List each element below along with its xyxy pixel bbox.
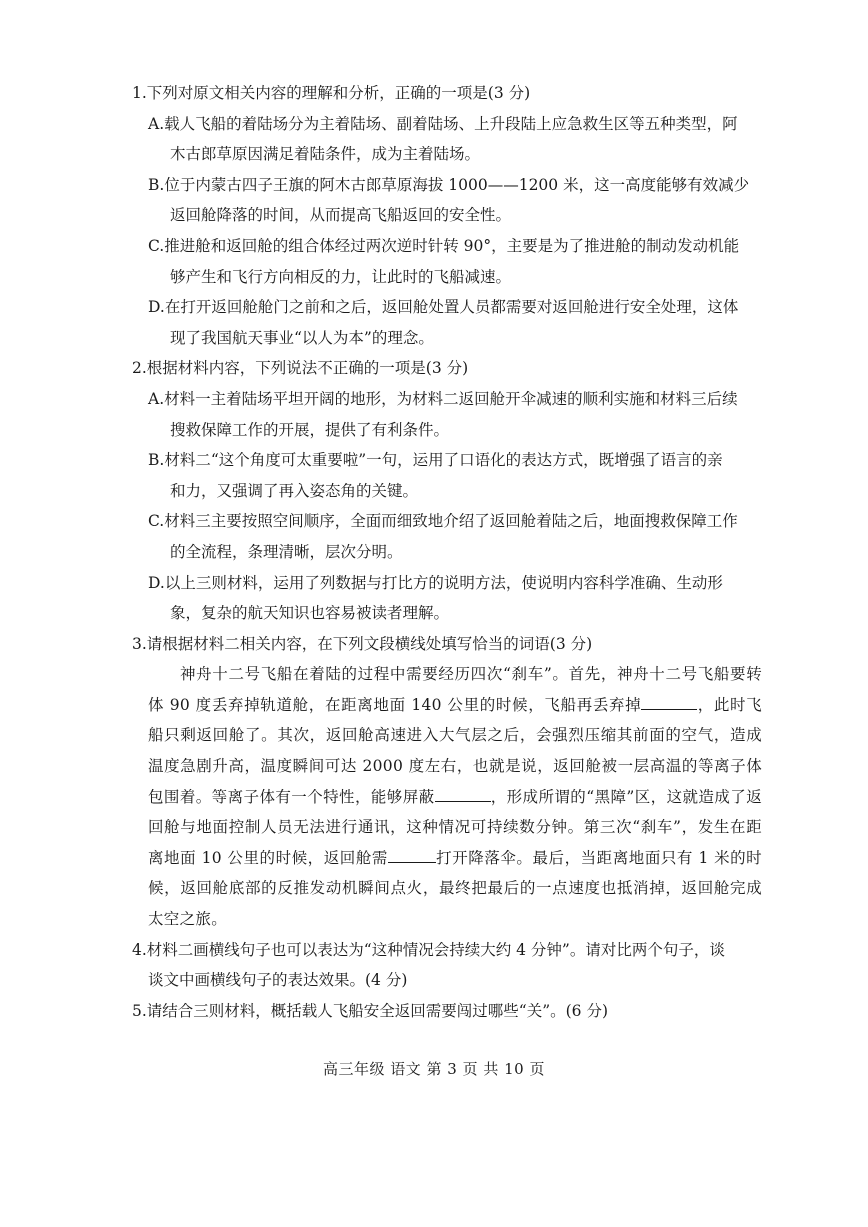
option-text-line2: 现了我国航天事业“以人为本”的理念。	[170, 328, 434, 347]
passage-part-1: 神舟十二号飞船在着陆的过程中需要经历四次“刹车”。首先，神舟十二号飞船要转体 90 度丢弃掉轨道舱，在距离地面 140 公里的时候，飞船再丢弃掉	[148, 665, 762, 714]
option-label: D.	[148, 573, 165, 592]
option-text-line1: 载人飞船的着陆场分为主着陆场、副着陆场、上升段陆上应急救生区等五种类型，阿	[164, 114, 738, 133]
question-2-option-c	[132, 506, 762, 567]
questions-area	[132, 78, 762, 1026]
question-1-option-a	[132, 109, 762, 170]
option-text-line2: 的全流程，条理清晰，层次分明。	[170, 542, 403, 561]
option-text-line2: 象，复杂的航天知识也容易被读者理解。	[170, 604, 450, 623]
option-text-line1: 材料二“这个角度可太重要啦”一句，运用了口语化的表达方式，既增强了语言的亲	[164, 451, 723, 470]
question-5-stem: 5.请结合三则材料，概括载人飞船安全返回需要闯过哪些“关”。(6 分)	[132, 1001, 609, 1020]
option-text-line1: 以上三则材料，运用了列数据与打比方的说明方法，使说明内容科学准确、生动形	[164, 573, 723, 592]
option-label: A.	[148, 114, 165, 133]
option-text-line2: 和力，又强调了再入姿态角的关键。	[170, 481, 419, 500]
passage-part-2: ，此时飞船只剩返回舱了。其次，返回舱高速进入大气层之后，会强烈压缩其前面的空气，造成温度急剧升高，温度瞬间可达 2000 度左右，也就是说，返回舱被一层高温的等离子体包围着。等离子体有一个特性，能够屏蔽	[148, 695, 762, 806]
question-1-option-c	[132, 231, 762, 292]
question-2-stem: 2.根据材料内容，下列说法不正确的一项是(3 分)	[132, 359, 469, 378]
option-text-line1: 位于内蒙古四子王旗的阿木古郎草原海拔 1000——1200 米，这一高度能够有效减少	[164, 175, 750, 194]
option-label: B.	[148, 451, 165, 470]
option-text-line2: 搜救保障工作的开展，提供了有利条件。	[170, 420, 450, 439]
fill-blank-1[interactable]	[641, 695, 697, 710]
question-2-option-d	[132, 568, 762, 629]
option-text-line1: 在打开返回舱舱门之前和之后，返回舱处置人员都需要对返回舱进行安全处理，这体	[164, 298, 739, 317]
fill-blank-2[interactable]	[435, 787, 491, 802]
fill-blank-3[interactable]	[388, 848, 436, 863]
option-text-line2: 木古郎草原因满足着陆条件，成为主着陆场。	[170, 145, 481, 164]
option-label: C.	[148, 236, 165, 255]
question-3-stem: 3.请根据材料二相关内容，在下列文段横线处填写恰当的词语(3 分)	[132, 634, 593, 653]
option-label: D.	[148, 298, 165, 317]
option-label: C.	[148, 512, 165, 531]
option-label: A.	[148, 389, 165, 408]
passage-part-3: ，形成所谓的“黑障”区，这就造成了返回舱与地面控制人员无法进行通讯，这种情况可持续数分钟。第三次“刹车”，发生在距离地面 10 公里的时候，返回舱需	[148, 787, 762, 867]
passage-part-4: 打开降落伞。最后，当距离地面只有 1 米的时候，返回舱底部的反推发动机瞬间点火，最终把最后的一点速度也抵消掉，返回舱完成太空之旅。	[148, 848, 762, 929]
question-4-stem: 4.材料二画横线句子也可以表达为“这种情况会持续大约 4 分钟”。请对比两个句子，谈	[132, 940, 725, 959]
page-footer: 高三年级 语文 第 3 页 共 10 页	[322, 1060, 545, 1078]
question-1-stem: 1.下列对原文相关内容的理解和分析，正确的一项是(3 分)	[132, 84, 531, 102]
question-4-stem-cont: 谈文中画横线句子的表达效果。(4 分)	[148, 971, 408, 990]
option-text-line2: 返回舱降落的时间，从而提高飞船返回的安全性。	[170, 206, 512, 225]
question-2-option-a	[132, 384, 762, 445]
option-label: B.	[148, 175, 165, 194]
option-text-line1: 材料三主要按照空间顺序，全面而细致地介绍了返回舱着陆之后，地面搜救保障工作	[164, 512, 738, 531]
question-3-passage	[132, 659, 762, 934]
option-text-line1: 材料一主着陆场平坦开阔的地形，为材料二返回舱开伞减速的顺利实施和材料三后续	[164, 389, 738, 408]
option-text-line2: 够产生和飞行方向相反的力，让此时的飞船减速。	[170, 267, 512, 286]
question-1-option-b	[132, 170, 762, 231]
question-2-option-b	[132, 445, 762, 506]
option-text-line1: 推进舱和返回舱的组合体经过两次逆时针转 90°，主要是为了推进舱的制动发动机能	[164, 236, 740, 255]
question-1-option-d	[132, 292, 762, 353]
